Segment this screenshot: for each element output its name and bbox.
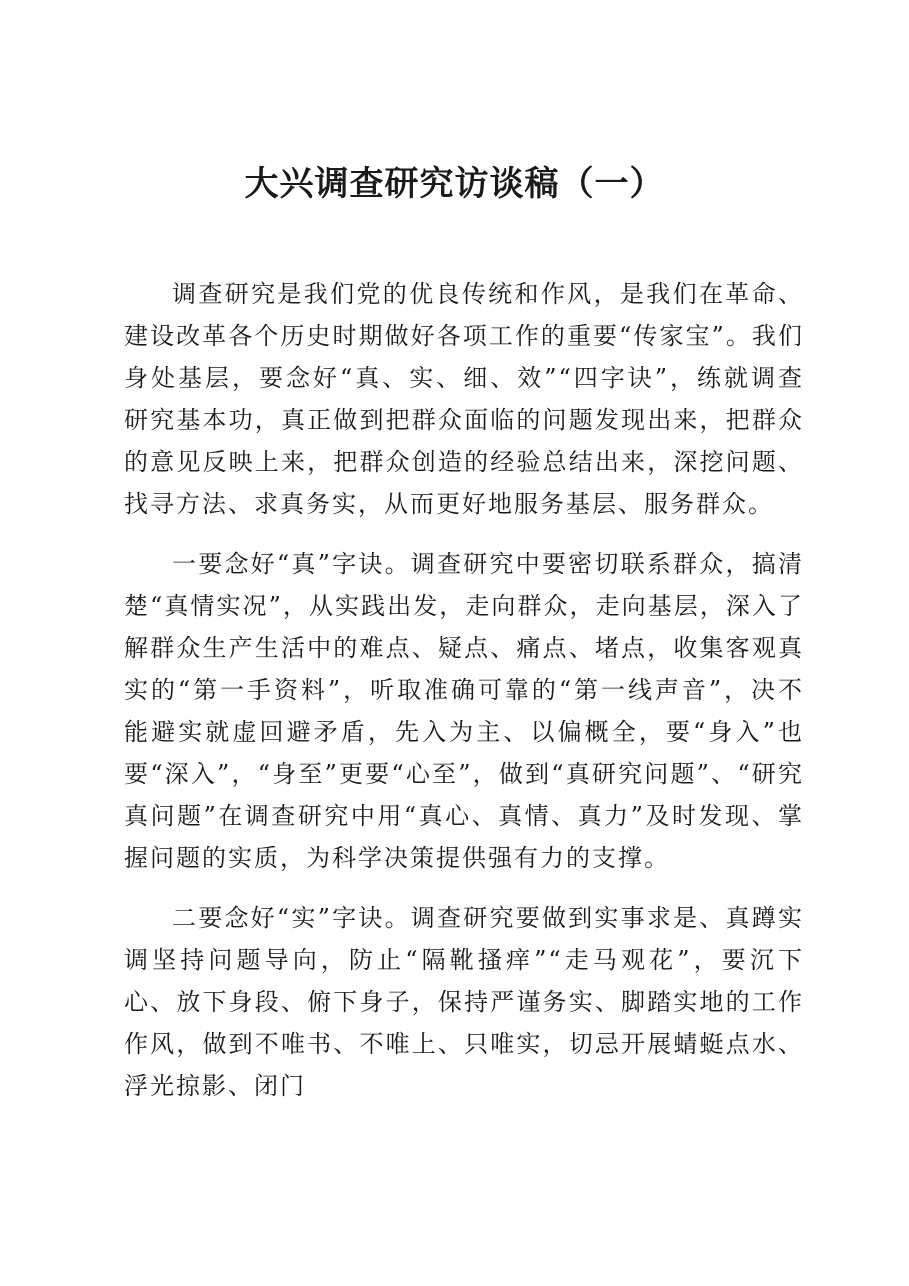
- paragraph-shi: 二要念好“实”字诀。调查研究要做到实事求是、真蹲实调坚持问题导向，防止“隔靴搔痒”“走马观花”，要沉下心、放下身段、俯下身子，保持严谨务实、脚踏实地的工作作风，做到不唯书、不唯上、只唯实，切忌开展蜻蜓点水、浮光掠影、闭门: [124, 904, 804, 1100]
- paragraph-zhen: 一要念好“真”字诀。调查研究中要密切联系群众，搞清楚“真情实况”，从实践出发，走向群众，走向基层，深入了解群众生产生活中的难点、疑点、痛点、堵点，收集客观真实的“第一手资料”，听取准确可靠的“第一线声音”，决不能避实就虚回避矛盾，先入为主、以偏概全，要“身入”也要“深入”，“身至”更要“心至”，做到“真研究问题”、“研究真问题”在调查研究中用“真心、真情、真力”及时发现、掌握问题的实质，为科学决策提供强有力的支撑。: [124, 550, 804, 872]
- paragraph-intro: 调查研究是我们党的优良传统和作风，是我们在革命、建设改革各个历史时期做好各项工作的重要“传家宝”。我们身处基层，要念好“真、实、细、效”“四字诀”，练就调查研究基本功，真正做到把群众面临的问题发现出来，把群众的意见反映上来，把群众创造的经验总结出来，深挖问题、找寻方法、求真务实，从而更好地服务基层、服务群众。: [124, 280, 804, 518]
- document-body: [124, 273, 804, 1125]
- document-title: 大兴调查研究访谈稿（一）: [244, 164, 665, 204]
